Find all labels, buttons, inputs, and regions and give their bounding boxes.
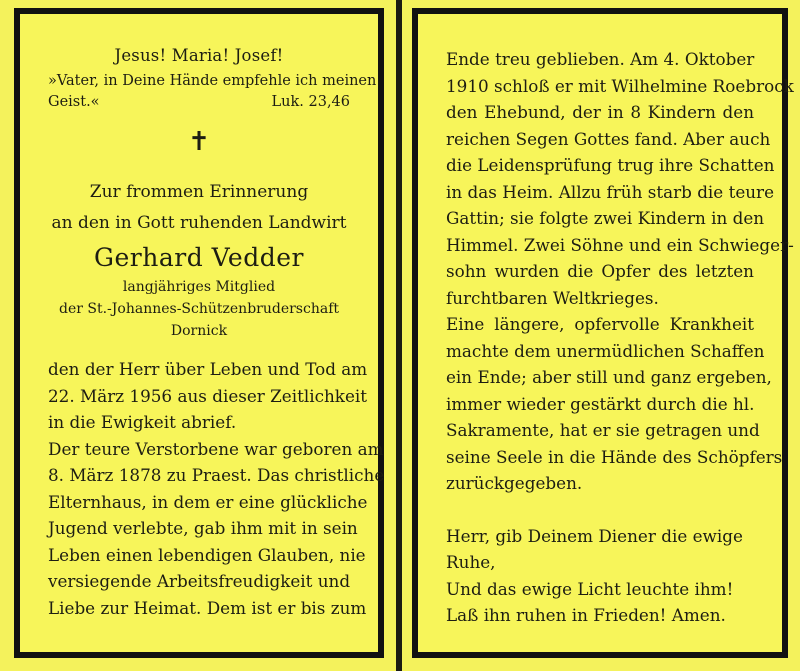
text-line: zurückgegeben.	[446, 473, 583, 493]
prayer-line: Herr, gib Deinem Diener die ewige Ruhe,	[446, 525, 743, 572]
prayer-line: Und das ewige Licht leuchte ihm!	[446, 578, 734, 599]
quote-line: »Vater, in Deine Hände empfehle ich meinen	[48, 73, 377, 89]
text-line: machte dem unermüdlichen Schaffen	[446, 340, 765, 361]
right-frame	[412, 8, 794, 658]
prayer-line: Laß ihn ruhen in Frieden! Amen.	[446, 605, 726, 625]
text-line: Der teure Verstorbene war geboren am	[48, 438, 384, 459]
cross-icon: ✝	[188, 127, 210, 157]
text-line: Himmel. Zwei Söhne und ein Schwieger-	[446, 234, 794, 255]
text-line: ein Ende; aber still und ganz ergeben,	[446, 367, 772, 387]
text-line: den Ehebund, der in 8 Kindern den	[446, 102, 754, 122]
text-line: Ende treu geblieben. Am 4. Oktober	[446, 49, 755, 69]
quote-end: Geist.«	[48, 94, 100, 110]
text-line: Jugend verlebte, gab ihm mit in sein	[48, 518, 358, 538]
left-body-text	[48, 356, 385, 621]
closing-prayer	[446, 523, 754, 629]
quote-reference: Luk. 23,46	[271, 94, 350, 110]
right-page	[402, 0, 800, 671]
membership-note: langjähriges Mitglied der St.-Johannes-Schützenbruderschaft Dornick	[59, 279, 339, 339]
left-page	[0, 0, 396, 671]
deceased-name: Gerhard Vedder	[94, 243, 304, 272]
memory-heading: Zur frommen Erinnerung an den in Gott ruhenden Landwirt	[51, 182, 347, 233]
text-line: 1910 schloß er mit Wilhelmine Roebrock	[446, 75, 794, 96]
text-line: den der Herr über Leben und Tod am	[48, 359, 368, 379]
right-body-text	[446, 46, 794, 497]
text-line: furchtbaren Weltkrieges.	[446, 287, 659, 308]
invocation-heading: Jesus! Maria! Josef!	[114, 46, 284, 65]
text-line: versiegende Arbeitsfreudigkeit und	[48, 571, 351, 591]
left-frame	[14, 8, 384, 658]
text-line: 22. März 1956 aus dieser Zeitlichkeit	[48, 385, 367, 406]
text-line: Elternhaus, in dem er eine glückliche	[48, 491, 368, 512]
text-line: Gattin; sie folgte zwei Kindern in den	[446, 208, 765, 228]
text-line: in die Ewigkeit abrief.	[48, 412, 237, 432]
text-line: Leben einen lebendigen Glauben, nie	[48, 544, 366, 565]
text-line: die Leidensprüfung trug ihre Schatten	[446, 155, 775, 175]
text-line: Eine längere, opfervolle Krankheit	[446, 314, 754, 334]
text-line: reichen Segen Gottes fand. Aber auch	[446, 128, 771, 149]
text-line: seine Seele in die Hände des Schöpfers	[446, 446, 783, 467]
text-line: Liebe zur Heimat. Dem ist er bis zum	[48, 597, 367, 618]
text-line: 8. März 1878 zu Praest. Das christliche	[48, 465, 385, 485]
bible-quote	[48, 71, 377, 113]
text-line: sohn wurden die Opfer des letzten	[446, 261, 754, 281]
text-line: in das Heim. Allzu früh starb die teure	[446, 181, 775, 202]
text-line: Sakramente, hat er sie getragen und	[446, 420, 760, 440]
text-line: immer wieder gestärkt durch die hl.	[446, 393, 755, 414]
